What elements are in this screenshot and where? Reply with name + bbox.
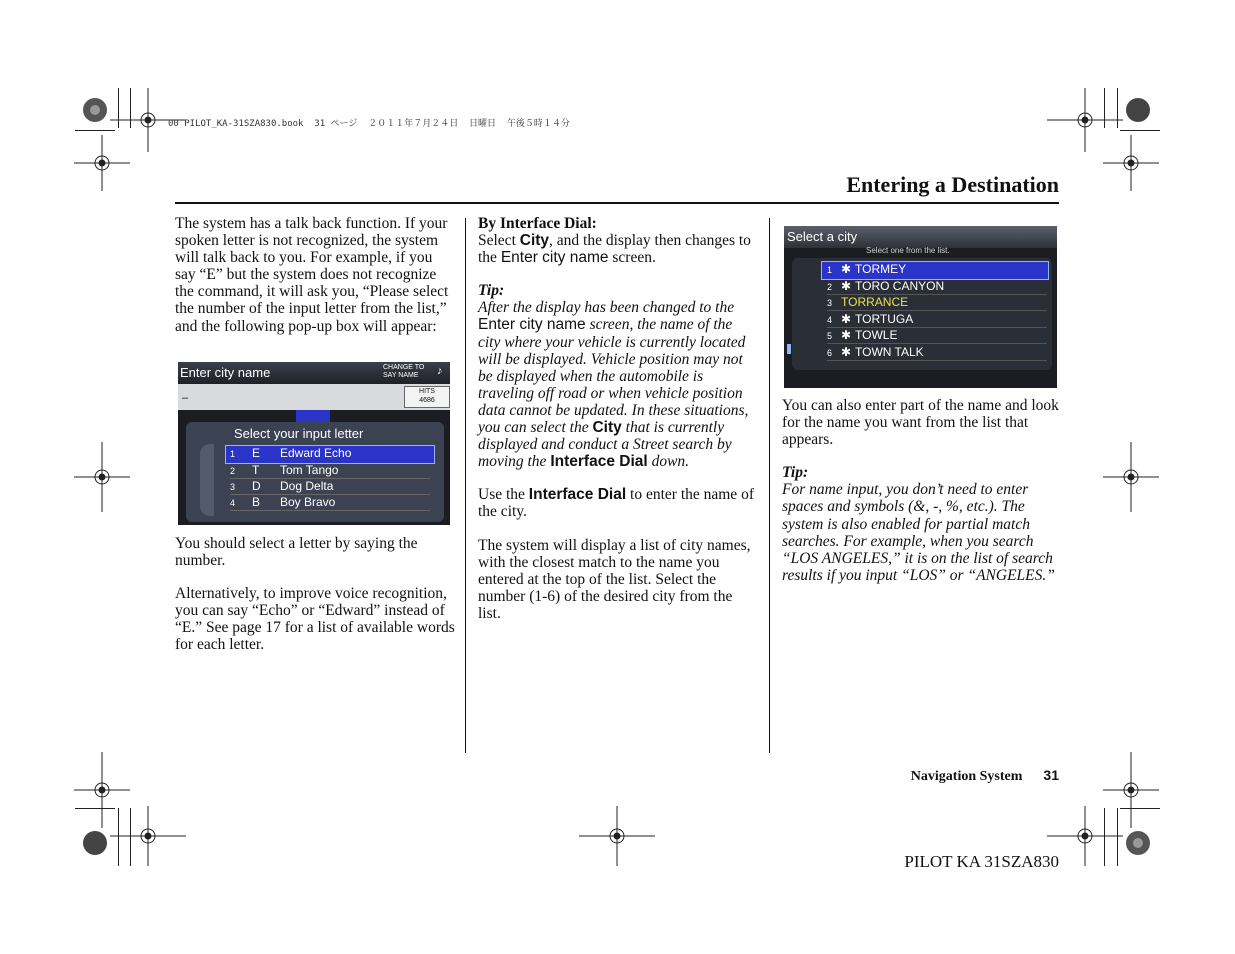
text: to enter the name of the city. bbox=[478, 486, 754, 521]
column-1-lower bbox=[175, 535, 455, 670]
row-word: Dog Delta bbox=[280, 479, 334, 493]
model-code: PILOT KA 31SZA830 bbox=[904, 852, 1059, 871]
hits-value: 4686 bbox=[419, 397, 435, 404]
popup-title: Select your input letter bbox=[234, 426, 364, 441]
row-letter: D bbox=[252, 479, 261, 493]
row-word: Edward Echo bbox=[280, 446, 352, 460]
enter-city-screen bbox=[178, 362, 450, 525]
list-item[interactable] bbox=[827, 295, 1047, 311]
change-line-2: SAY NAME bbox=[383, 372, 419, 379]
row-number: 1 bbox=[827, 265, 833, 275]
row-letter: T bbox=[252, 463, 260, 477]
hits-box bbox=[404, 386, 450, 408]
tip-label: Tip: bbox=[478, 282, 505, 300]
star-icon: ✱ bbox=[841, 328, 852, 342]
enter-city-name-term: Enter city name bbox=[500, 249, 609, 267]
hits-label: HITS bbox=[419, 388, 435, 395]
list-item[interactable] bbox=[230, 479, 430, 495]
row-number: 3 bbox=[827, 298, 833, 308]
tip-label: Tip: bbox=[782, 464, 809, 482]
row-letter: E bbox=[252, 446, 261, 460]
paragraph bbox=[478, 486, 758, 520]
footer-section: Navigation System bbox=[910, 769, 1023, 784]
title-rule bbox=[175, 202, 1059, 204]
row-number: 4 bbox=[827, 315, 833, 325]
column-divider bbox=[465, 218, 466, 753]
row-word: Tom Tango bbox=[280, 463, 339, 477]
text: down. bbox=[647, 453, 690, 471]
interface-dial-term: Interface Dial bbox=[550, 453, 648, 471]
row-number: 1 bbox=[230, 449, 236, 459]
star-icon: ✱ bbox=[841, 279, 852, 293]
print-header: 00 PILOT_KA-31SZA830.book 31 ページ ２０１１年７月２４日 日曜日 午後５時１４分 bbox=[168, 119, 570, 129]
text: Use the bbox=[478, 486, 529, 504]
paragraph: The system will display a list of city names, with the closest match to the name you entered at the top of the list. Select the number (1-6) of the desired city from the list. bbox=[478, 536, 751, 622]
section-heading: By Interface Dial: bbox=[478, 215, 597, 232]
list-item[interactable] bbox=[230, 446, 430, 461]
list-item[interactable] bbox=[827, 312, 1047, 328]
text: , and the display then changes to the bbox=[478, 232, 751, 267]
column-3 bbox=[782, 397, 1060, 600]
row-number: 6 bbox=[827, 348, 833, 358]
row-number: 2 bbox=[827, 282, 833, 292]
column-2 bbox=[478, 215, 758, 638]
paragraph: The system has a talk back function. If your spoken letter is not recognized, the system will talk back to you. For example, if you say “E” but the system does not recognize the command, it will ask you, “Please select the number of the input letter from the list,” and the following pop-up box will appear: bbox=[175, 215, 449, 335]
list-item[interactable] bbox=[827, 345, 1047, 361]
row-number: 2 bbox=[230, 466, 236, 476]
paragraph: You should select a letter by saying the number. bbox=[175, 535, 418, 570]
page-title: Entering a Destination bbox=[846, 172, 1059, 197]
list-item[interactable] bbox=[230, 495, 430, 511]
city-name: TOWN TALK bbox=[855, 345, 924, 359]
city-name: TORTUGA bbox=[855, 312, 914, 326]
star-icon: ✱ bbox=[841, 312, 852, 326]
interface-dial-term: Interface Dial bbox=[528, 486, 627, 504]
text: screen, the name of the city where your vehicle is currently located will be displayed. Vehicle position may not be displayed when the automobile is traveling off road or when vehicle position data cannot be updated. In these situations, you can select the bbox=[478, 316, 749, 437]
list-item[interactable] bbox=[827, 328, 1047, 344]
city-name: TORRANCE bbox=[841, 295, 909, 309]
row-letter: B bbox=[252, 495, 261, 509]
screen-subtitle: Select one from the list. bbox=[866, 246, 950, 255]
screen-title: Select a city bbox=[787, 229, 858, 244]
list-item[interactable] bbox=[827, 279, 1047, 295]
city-term: City bbox=[592, 419, 622, 437]
row-number: 5 bbox=[827, 331, 833, 341]
column-1 bbox=[175, 215, 455, 351]
city-name: TORMEY bbox=[855, 262, 907, 276]
page-footer bbox=[911, 767, 1059, 785]
change-line-1: CHANGE TO bbox=[383, 364, 425, 371]
text: that is currently displayed and conduct a Street search by moving the bbox=[478, 419, 732, 471]
list-item[interactable] bbox=[827, 262, 1047, 277]
column-divider bbox=[769, 218, 770, 753]
list-item[interactable] bbox=[230, 463, 430, 479]
tip-text bbox=[478, 299, 758, 470]
city-name: TOWLE bbox=[855, 328, 898, 342]
city-term: City bbox=[519, 232, 550, 250]
screen-title: Enter city name bbox=[180, 365, 271, 380]
city-name: TORO CANYON bbox=[855, 279, 945, 293]
paragraph: Alternatively, to improve voice recognition, you can say “Echo” or “Edward” instead of “E.” See page 17 for a list of available words for each letter. bbox=[175, 585, 455, 654]
paragraph bbox=[478, 232, 758, 266]
row-number: 3 bbox=[230, 482, 236, 492]
star-icon: ✱ bbox=[841, 262, 852, 276]
text: screen. bbox=[608, 249, 656, 267]
enter-city-name-term: Enter city name bbox=[478, 316, 586, 334]
row-number: 4 bbox=[230, 498, 236, 508]
paragraph: You can also enter part of the name and look for the name you want from the list that appears. bbox=[782, 397, 1059, 449]
text: After the display has been changed to the bbox=[478, 299, 735, 317]
row-word: Boy Bravo bbox=[280, 495, 336, 509]
star-icon: ✱ bbox=[841, 345, 852, 359]
voice-icon: ♪ bbox=[437, 365, 443, 377]
select-city-screen bbox=[784, 226, 1057, 388]
input-cursor: – bbox=[182, 392, 189, 404]
tip-text: For name input, you don’t need to enter spaces and symbols (&, -, %, etc.). The system is also enabled for partial match searches. For example, when you search “LOS ANGELES,” it is on the list of search results if you input “LOS” or “ANGELES.” bbox=[782, 481, 1055, 584]
change-to-say-name bbox=[383, 364, 424, 380]
text: Select bbox=[478, 232, 520, 250]
page-number: 31 bbox=[1043, 767, 1059, 783]
